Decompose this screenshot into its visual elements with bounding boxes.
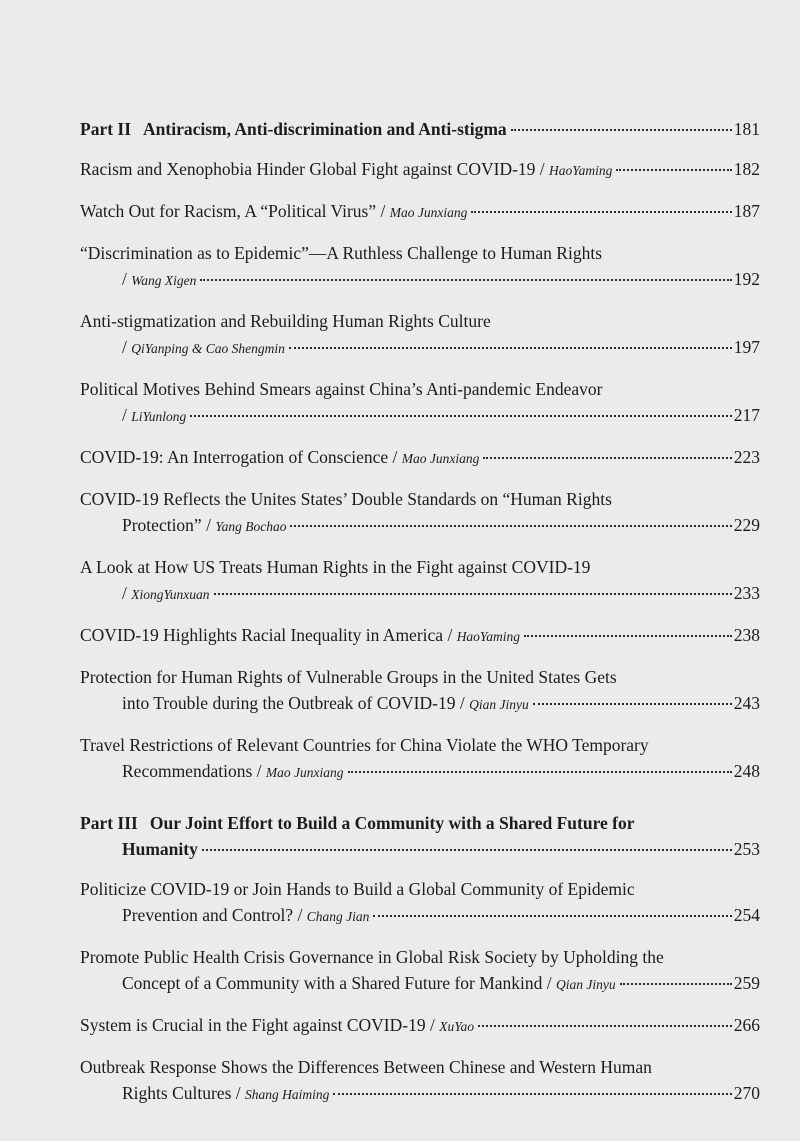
entry-title: Protection for Human Rights of Vulnerable Groups in the United States Gets	[80, 667, 617, 687]
toc-entry-line	[80, 758, 760, 786]
page-number: 229	[733, 515, 760, 535]
toc-entry-line	[80, 944, 760, 970]
part-heading-line	[80, 810, 760, 836]
entry-title: Promote Public Health Crisis Governance in Global Risk Society by Upholding the	[80, 947, 664, 967]
page-number: 217	[733, 405, 760, 425]
page-number: 192	[733, 269, 760, 289]
entry-title: “Discrimination as to Epidemic”—A Ruthless Challenge to Human Rights	[80, 243, 603, 263]
page-number: 253	[733, 839, 760, 859]
entry-title: COVID-19 Reflects the Unites States’ Double Standards on “Human Rights	[80, 489, 612, 509]
author-separator: /	[231, 1083, 246, 1103]
dot-leader	[202, 849, 732, 851]
entry-title: into Trouble during the Outbreak of COVID-19	[122, 693, 456, 713]
toc-entry-line	[80, 486, 760, 512]
table-of-contents	[80, 116, 760, 1122]
author-separator: /	[122, 405, 132, 425]
entry-title: Politicize COVID-19 or Join Hands to Build a Global Community of Epidemic	[80, 879, 635, 899]
entry-author: Mao Junxiang	[401, 451, 480, 466]
entry-author: HaoYaming	[549, 163, 613, 178]
dot-leader	[214, 593, 732, 595]
entry-title: Outbreak Response Shows the Differences Between Chinese and Western Human	[80, 1057, 652, 1077]
entry-author: Mao Junxiang	[265, 765, 344, 780]
entry-title: Protection”	[122, 515, 202, 535]
toc-entry-line	[80, 622, 760, 650]
entry-author: Yang Bochao	[215, 519, 287, 534]
entry-title: Anti-stigmatization and Rebuilding Human Rights Culture	[80, 311, 491, 331]
toc-entry-line	[80, 240, 760, 266]
toc-entry-line	[80, 902, 760, 930]
part-title: Antiracism, Anti-discrimination and Anti-stigma	[143, 119, 507, 139]
author-separator: /	[443, 625, 457, 645]
entry-title: Political Motives Behind Smears against China’s Anti-pandemic Endeavor	[80, 379, 603, 399]
entry-author: LiYunlong	[131, 409, 187, 424]
entry-author: Wang Xigen	[131, 273, 197, 288]
toc-entry	[80, 622, 760, 650]
toc-entry-line	[80, 664, 760, 690]
toc-entry-line	[80, 690, 760, 718]
toc-entry	[80, 732, 760, 786]
dot-leader	[616, 169, 731, 171]
author-separator: /	[425, 1015, 440, 1035]
dot-leader	[373, 915, 731, 917]
entry-title: Recommendations	[122, 761, 253, 781]
toc-entry-line	[80, 554, 760, 580]
toc-entry-line	[80, 512, 760, 540]
entry-title: Prevention and Control?	[122, 905, 294, 925]
dot-leader	[289, 347, 732, 349]
toc-entry	[80, 554, 760, 608]
toc-entry	[80, 198, 760, 226]
dot-leader	[333, 1093, 731, 1095]
page-number: 181	[733, 119, 760, 139]
toc-entry-line	[80, 198, 760, 226]
dot-leader	[620, 983, 732, 985]
entry-author: Qian Jinyu	[556, 977, 616, 992]
toc-entry	[80, 944, 760, 998]
entry-author: Qian Jinyu	[469, 697, 529, 712]
part-heading-line	[80, 116, 760, 142]
page-number: 182	[733, 159, 760, 179]
toc-entry-line	[80, 156, 760, 184]
toc-entry-line	[80, 876, 760, 902]
page-number: 243	[733, 693, 760, 713]
toc-entry	[80, 376, 760, 430]
entry-author: Mao Junxiang	[389, 205, 468, 220]
author-separator: /	[201, 515, 216, 535]
author-separator: /	[388, 447, 402, 467]
part-heading	[80, 116, 760, 142]
toc-entry-line	[80, 580, 760, 608]
dot-leader	[200, 279, 731, 281]
toc-entry	[80, 1012, 760, 1040]
author-separator: /	[542, 973, 557, 993]
entry-author: XuYao	[439, 1019, 474, 1034]
author-separator: /	[252, 761, 266, 781]
part-heading	[80, 810, 760, 862]
dot-leader	[524, 635, 732, 637]
part-label: Part II	[80, 119, 132, 139]
page-number: 233	[733, 583, 760, 603]
entry-title: Rights Cultures	[122, 1083, 232, 1103]
dot-leader	[511, 129, 732, 131]
toc-entry	[80, 240, 760, 294]
entry-title: Racism and Xenophobia Hinder Global Fight against COVID-19	[80, 159, 536, 179]
entry-title: System is Crucial in the Fight against COVID-19	[80, 1015, 426, 1035]
toc-entry-line	[80, 1012, 760, 1040]
part-label: Part III	[80, 813, 138, 833]
dot-leader	[348, 771, 732, 773]
author-separator: /	[293, 905, 307, 925]
part-title: Humanity	[122, 839, 198, 859]
entry-author: Shang Haiming	[245, 1087, 330, 1102]
dot-leader	[190, 415, 731, 417]
toc-entry-line	[80, 308, 760, 334]
toc-entry	[80, 486, 760, 540]
entry-title: Concept of a Community with a Shared Future for Mankind	[122, 973, 543, 993]
toc-entry	[80, 1054, 760, 1108]
author-separator: /	[122, 337, 132, 357]
entry-title: A Look at How US Treats Human Rights in the Fight against COVID-19	[80, 557, 591, 577]
toc-entry-line	[80, 334, 760, 362]
entry-author: XiongYunxuan	[131, 587, 210, 602]
dot-leader	[290, 525, 731, 527]
page-number: 254	[733, 905, 760, 925]
page-number: 266	[733, 1015, 760, 1035]
toc-entry-line	[80, 970, 760, 998]
toc-entry-line	[80, 1080, 760, 1108]
author-separator: /	[122, 583, 132, 603]
toc-entry-line	[80, 402, 760, 430]
page-number: 248	[733, 761, 760, 781]
dot-leader	[478, 1025, 732, 1027]
toc-entry	[80, 444, 760, 472]
part-heading-line	[80, 836, 760, 862]
toc-entry-line	[80, 376, 760, 402]
entry-title: Watch Out for Racism, A “Political Virus”	[80, 201, 377, 221]
toc-entry	[80, 156, 760, 184]
entry-title: COVID-19: An Interrogation of Conscience	[80, 447, 389, 467]
part-title: Our Joint Effort to Build a Community with a Shared Future for	[149, 813, 635, 833]
page-number: 223	[733, 447, 760, 467]
entry-title: COVID-19 Highlights Racial Inequality in America	[80, 625, 444, 645]
page-number: 197	[733, 337, 760, 357]
dot-leader	[483, 457, 731, 459]
author-separator: /	[535, 159, 550, 179]
entry-title: Travel Restrictions of Relevant Countries for China Violate the WHO Temporary	[80, 735, 649, 755]
author-separator: /	[455, 693, 470, 713]
toc-entry	[80, 308, 760, 362]
toc-entry-line	[80, 444, 760, 472]
toc-entry-line	[80, 266, 760, 294]
page-number: 238	[733, 625, 760, 645]
page-number: 259	[733, 973, 760, 993]
toc-entry-line	[80, 732, 760, 758]
entry-author: HaoYaming	[456, 629, 520, 644]
dot-leader	[533, 703, 732, 705]
toc-entry	[80, 664, 760, 718]
toc-entry	[80, 876, 760, 930]
dot-leader	[471, 211, 731, 213]
author-separator: /	[376, 201, 390, 221]
entry-author: Chang Jian	[306, 909, 370, 924]
entry-author: QiYanping & Cao Shengmin	[131, 341, 285, 356]
page-number: 187	[733, 201, 760, 221]
toc-entry-line	[80, 1054, 760, 1080]
author-separator: /	[122, 269, 132, 289]
page-number: 270	[733, 1083, 760, 1103]
